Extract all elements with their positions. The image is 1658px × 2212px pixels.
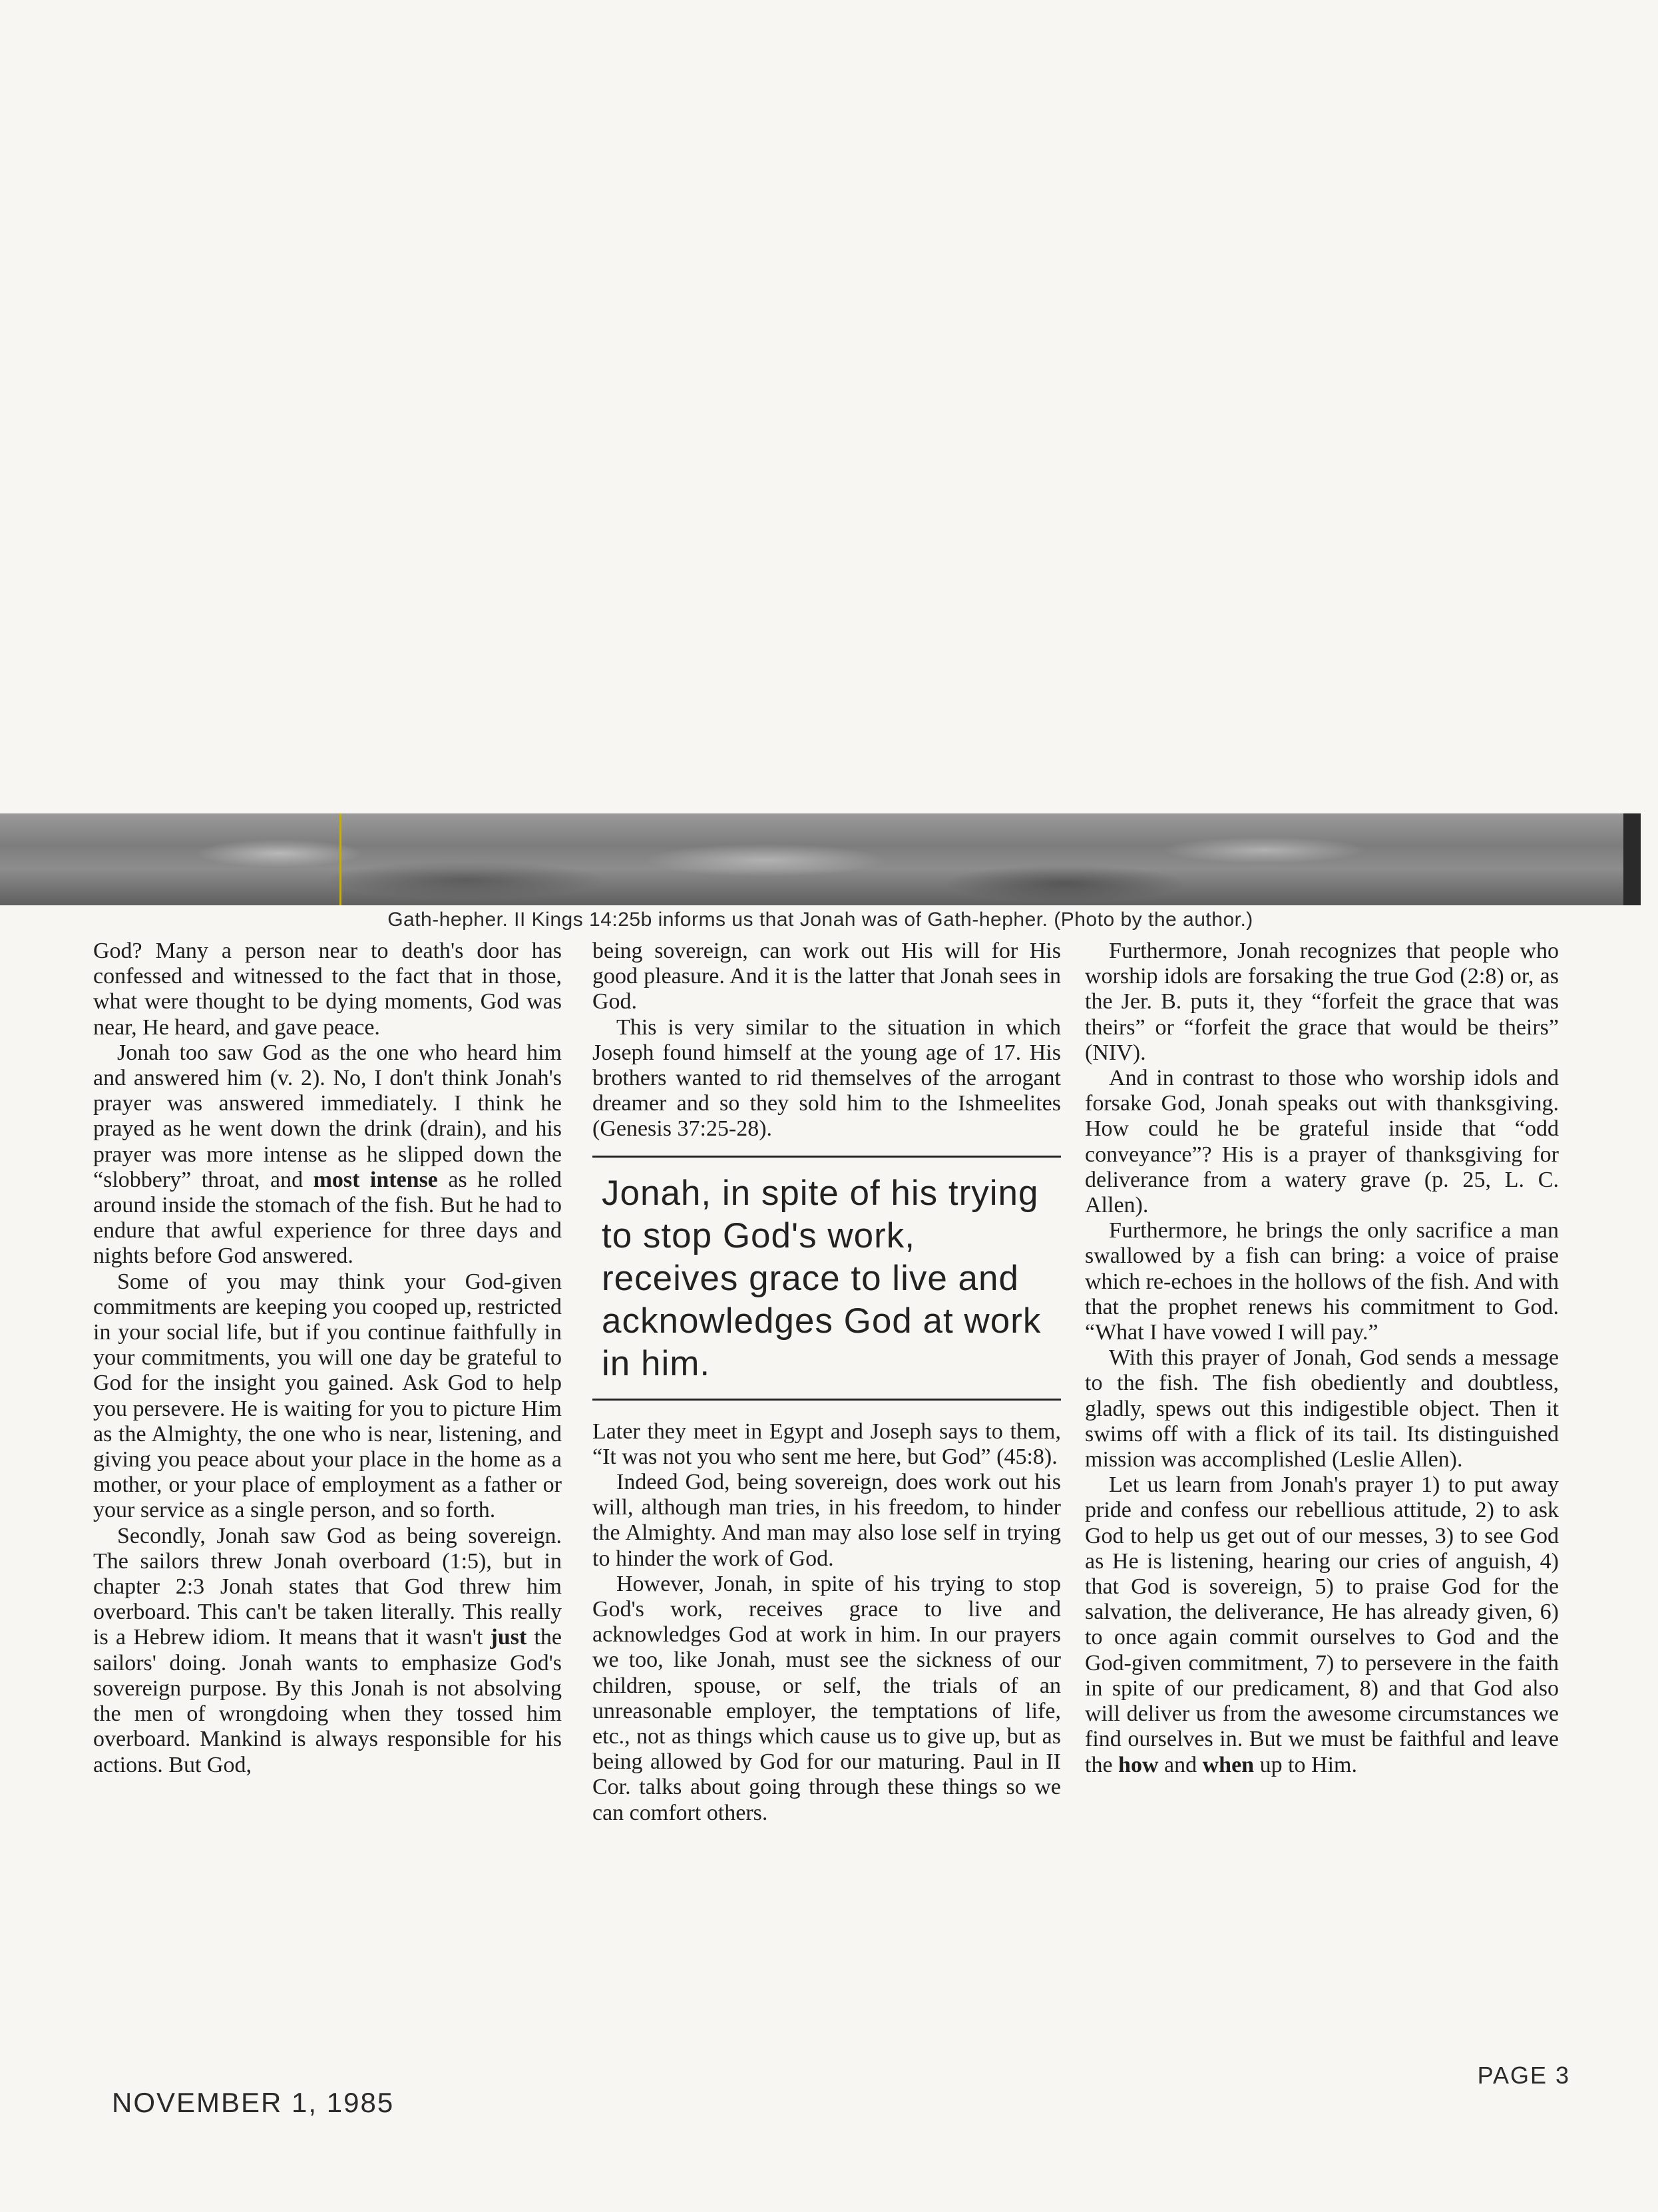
issue-date: NOVEMBER 1, 1985: [112, 2087, 395, 2118]
paragraph: Furthermore, Jonah recognizes that people who worship idols are forsaking the true God (2:8) or, as the Jer. B. puts it, they “forfeit the grace that was theirs” or “forfeit the grace that would be theirs” (NIV).: [1085, 939, 1559, 1065]
page-number: PAGE 3: [1477, 2062, 1570, 2089]
photo-edge: [1623, 813, 1641, 905]
photo-detail: [339, 813, 341, 905]
paragraph: However, Jonah, in spite of his trying to stop God's work, receives grace to live and acknowledges God at work in him. In our prayers we too, like Jonah, must see the sickness of our children, spouse, or self, the trials of an unreasonable employer, the temptations of life, etc., not as things which cause us to give up, but as being allowed by God for our maturing. Paul in II Cor. talks about going through these things so we can comfort others.: [592, 1571, 1061, 1825]
paragraph: And in contrast to those who worship idols and forsake God, Jonah speaks out with thanksgiving. How could he be grateful inside that “odd conveyance”? His is a prayer of thanksgiving for deliverance from a watery grave (p. 25, L. C. Allen).: [1085, 1066, 1559, 1218]
paragraph: With this prayer of Jonah, God sends a message to the fish. The fish obediently and doubtless, gladly, spews out this indigestible object. Then it swims off with a flick of its tail. Its distinguished mission was accomplished (Leslie Allen).: [1085, 1345, 1559, 1472]
photo-caption: Gath-hepher. II Kings 14:25b informs us that Jonah was of Gath-hepher. (Photo by the author.): [387, 909, 1253, 931]
photo-gath-hepher: [0, 813, 1641, 905]
paragraph: being sovereign, can work out His will for His good pleasure. And it is the latter that Jonah sees in God.: [592, 939, 1061, 1014]
pull-quote: Jonah, in spite of his trying to stop God's work, receives grace to live and acknowledges God at work in him.: [592, 1156, 1061, 1401]
paragraph: Indeed God, being sovereign, does work out his will, although man tries, in his freedom, to hinder the Almighty. And man may also lose self in trying to hinder the work of God.: [592, 1470, 1061, 1571]
paragraph: God? Many a person near to death's door has confessed and witnessed to the fact that in those, what were thought to be dying moments, God was near, He heard, and gave peace.: [93, 939, 562, 1040]
article-column-2: [592, 939, 1061, 1826]
paragraph: Jonah too saw God as the one who heard him and answered him (v. 2). No, I don't think Jonah's prayer was answered immediately. I think he prayed as he went down the drink (drain), and his prayer was more intense as he slipped down the “slobbery” throat, and most intense as he rolled around inside the stomach of the fish. But he had to endure that awful experience for three days and nights before God answered.: [93, 1040, 562, 1269]
paragraph: Some of you may think your God-given commitments are keeping you cooped up, restricted in your social life, but if you continue faithfully in your commitments, you will one day be grateful to God for the insight you gained. Ask God to help you persevere. He is waiting for you to picture Him as the Almighty, the one who is near, listening, and giving you peace about your place in the home as a mother, or your place of employment as a father or your service as a single person, and so forth.: [93, 1269, 562, 1523]
paragraph: This is very similar to the situation in which Joseph found himself at the young age of 17. His brothers wanted to rid themselves of the arrogant dreamer and so they sold him to the Ishmeelites (Genesis 37:25-28).: [592, 1014, 1061, 1142]
paragraph: Furthermore, he brings the only sacrifice a man swallowed by a fish can bring: a voice of praise which re-echoes in the hollows of the fish. And with that the prophet renews his commitment to God. “What I have vowed I will pay.”: [1085, 1218, 1559, 1345]
paragraph: Let us learn from Jonah's prayer 1) to put away pride and confess our rebellious attitude, 2) to ask God to help us get out of our messes, 3) to see God as He is listening, hearing our cries of anguish, 4) that God is sovereign, 5) to praise God for the salvation, the deliverance, He has already given, 6) to once again commit ourselves to God and the God-given commitment, 7) to persevere in the faith in spite of our predicament, 8) and that God also will deliver us from the awesome circumstances we find ourselves in. But we must be faithful and leave the how and when up to Him.: [1085, 1472, 1559, 1777]
article-column-3: [1085, 939, 1559, 1778]
article-column-1: [93, 939, 562, 1778]
paragraph: Secondly, Jonah saw God as being sovereign. The sailors threw Jonah overboard (1:5), but in chapter 2:3 Jonah states that God threw him overboard. This can't be taken literally. This really is a Hebrew idiom. It means that it wasn't just the sailors' doing. Jonah wants to emphasize God's sovereign purpose. By this Jonah is not absolving the men of wrongdoing when they tossed him overboard. Mankind is always responsible for his actions. But God,: [93, 1523, 562, 1777]
paragraph: Later they meet in Egypt and Joseph says to them, “It was not you who sent me here, but God” (45:8).: [592, 1419, 1061, 1469]
